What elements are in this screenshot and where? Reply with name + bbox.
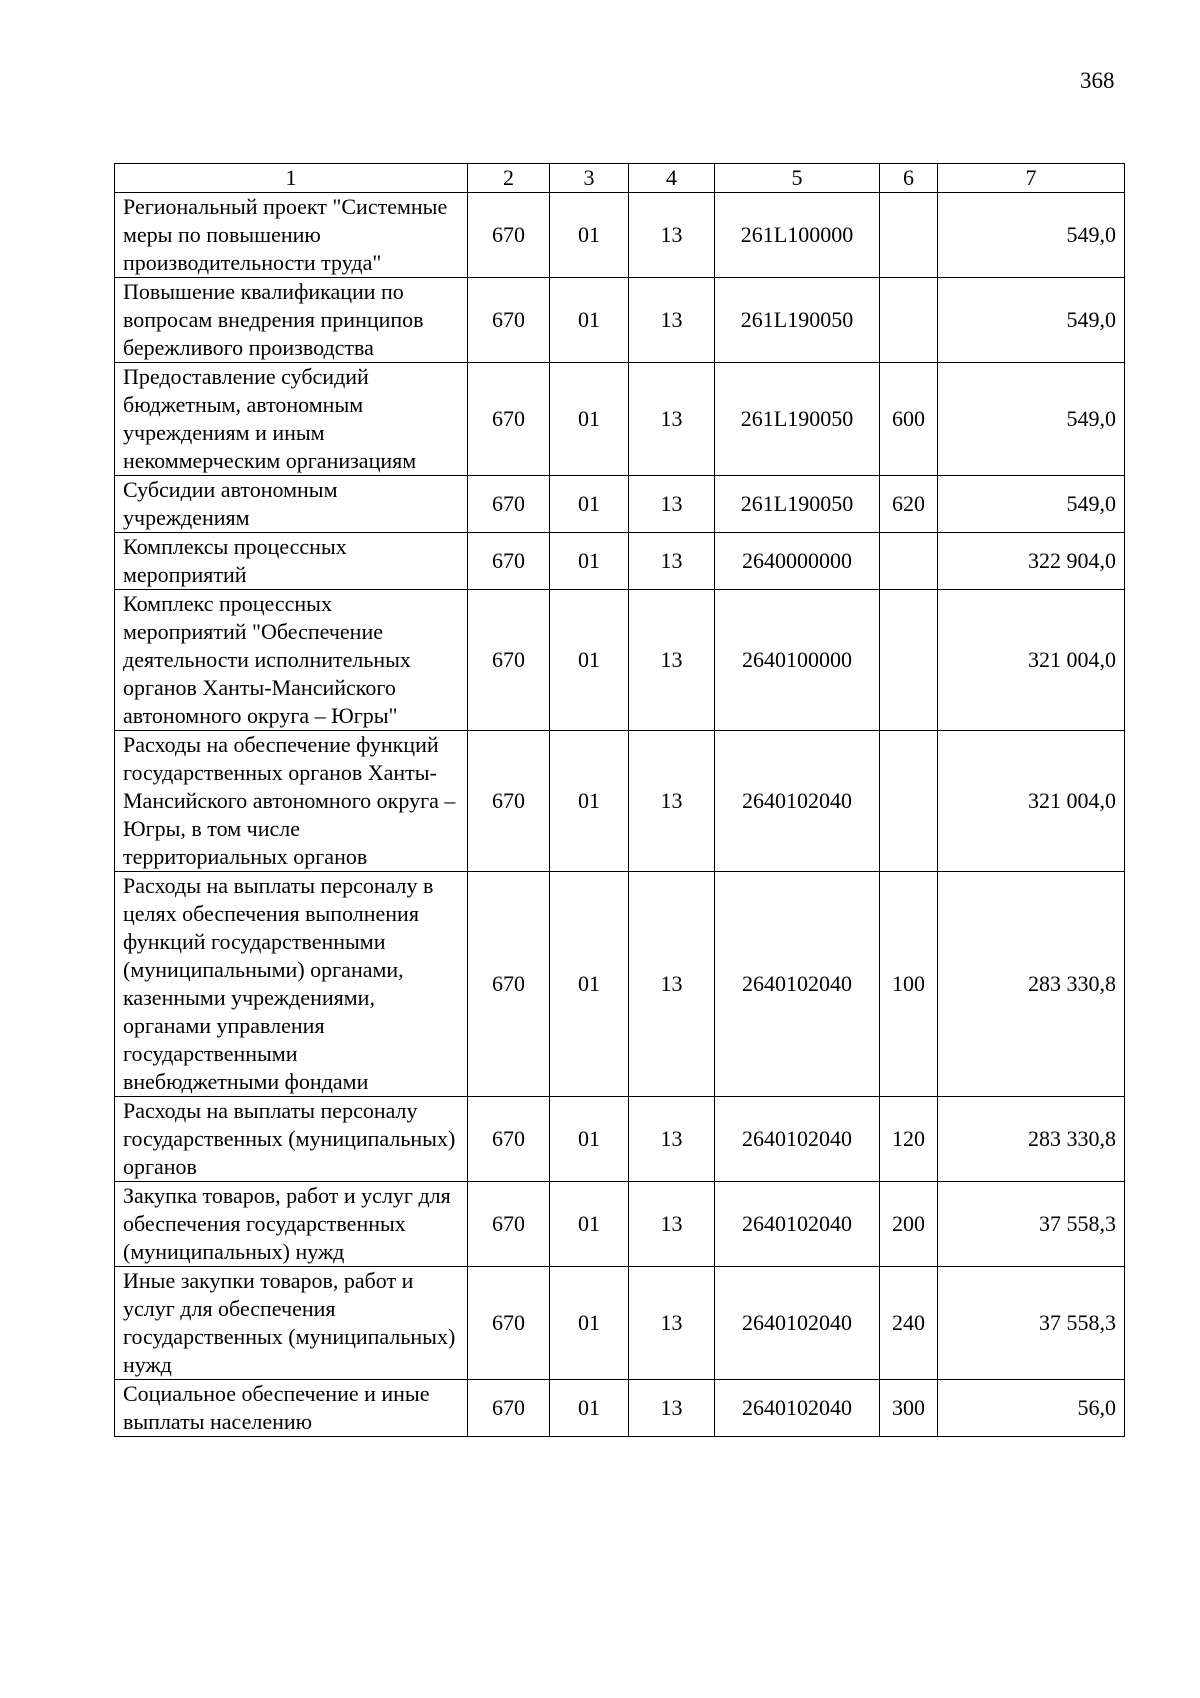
expense-type-cell: 120 xyxy=(880,1097,938,1182)
subsection-cell: 13 xyxy=(629,872,715,1097)
header-cell-2: 2 xyxy=(468,164,550,193)
header-cell-3: 3 xyxy=(550,164,629,193)
section-cell: 01 xyxy=(550,278,629,363)
row-name-cell: Социальное обеспечение и иные выплаты населению xyxy=(115,1380,468,1437)
table-row xyxy=(115,476,1125,533)
expense-type-cell: 240 xyxy=(880,1267,938,1380)
code-cell: 670 xyxy=(468,278,550,363)
expense-type-cell: 200 xyxy=(880,1182,938,1267)
section-cell: 01 xyxy=(550,193,629,278)
table-row xyxy=(115,363,1125,476)
table-header xyxy=(115,164,1125,193)
target-article-cell: 2640102040 xyxy=(715,1267,880,1380)
section-cell: 01 xyxy=(550,731,629,872)
table-row xyxy=(115,193,1125,278)
page-number: 368 xyxy=(1080,68,1115,93)
code-cell: 670 xyxy=(468,1267,550,1380)
row-name-cell: Иные закупки товаров, работ и услуг для обеспечения государственных (муниципальных) нужд xyxy=(115,1267,468,1380)
code-cell: 670 xyxy=(468,731,550,872)
amount-cell: 549,0 xyxy=(938,363,1125,476)
target-article-cell: 261L190050 xyxy=(715,278,880,363)
expense-type-cell xyxy=(880,193,938,278)
subsection-cell: 13 xyxy=(629,731,715,872)
row-name-cell: Повышение квалификации по вопросам внедрения принципов бережливого производства xyxy=(115,278,468,363)
amount-cell: 549,0 xyxy=(938,193,1125,278)
table-row xyxy=(115,1182,1125,1267)
target-article-cell: 2640102040 xyxy=(715,1380,880,1437)
amount-cell: 37 558,3 xyxy=(938,1267,1125,1380)
header-cell-7: 7 xyxy=(938,164,1125,193)
code-cell: 670 xyxy=(468,363,550,476)
row-name-cell: Региональный проект "Системные меры по повышению производительности труда" xyxy=(115,193,468,278)
subsection-cell: 13 xyxy=(629,476,715,533)
subsection-cell: 13 xyxy=(629,533,715,590)
code-cell: 670 xyxy=(468,533,550,590)
amount-cell: 283 330,8 xyxy=(938,1097,1125,1182)
table-row xyxy=(115,1380,1125,1437)
subsection-cell: 13 xyxy=(629,1267,715,1380)
target-article-cell: 2640102040 xyxy=(715,731,880,872)
row-name-cell: Комплексы процессных мероприятий xyxy=(115,533,468,590)
row-name-cell: Расходы на обеспечение функций государственных органов Ханты-Мансийского автономного округа – Югры, в том числе территориальных органов xyxy=(115,731,468,872)
expense-type-cell: 300 xyxy=(880,1380,938,1437)
section-cell: 01 xyxy=(550,533,629,590)
subsection-cell: 13 xyxy=(629,1097,715,1182)
row-name-cell: Расходы на выплаты персоналу государственных (муниципальных) органов xyxy=(115,1097,468,1182)
amount-cell: 37 558,3 xyxy=(938,1182,1125,1267)
code-cell: 670 xyxy=(468,193,550,278)
section-cell: 01 xyxy=(550,1182,629,1267)
subsection-cell: 13 xyxy=(629,278,715,363)
target-article-cell: 2640102040 xyxy=(715,1097,880,1182)
section-cell: 01 xyxy=(550,476,629,533)
table-row xyxy=(115,533,1125,590)
amount-cell: 549,0 xyxy=(938,476,1125,533)
row-name-cell: Предоставление субсидий бюджетным, автономным учреждениям и иным некоммерческим организациям xyxy=(115,363,468,476)
section-cell: 01 xyxy=(550,1267,629,1380)
amount-cell: 321 004,0 xyxy=(938,731,1125,872)
code-cell: 670 xyxy=(468,590,550,731)
row-name-cell: Субсидии автономным учреждениям xyxy=(115,476,468,533)
subsection-cell: 13 xyxy=(629,193,715,278)
amount-cell: 549,0 xyxy=(938,278,1125,363)
row-name-cell: Закупка товаров, работ и услуг для обеспечения государственных (муниципальных) нужд xyxy=(115,1182,468,1267)
expense-type-cell xyxy=(880,278,938,363)
section-cell: 01 xyxy=(550,1097,629,1182)
table-row xyxy=(115,731,1125,872)
expense-type-cell xyxy=(880,590,938,731)
row-name-cell: Расходы на выплаты персоналу в целях обеспечения выполнения функций государственными (муниципальными) органами, казенными учреждениями, органами управления государственными внебюджетными фондами xyxy=(115,872,468,1097)
table-row xyxy=(115,1267,1125,1380)
code-cell: 670 xyxy=(468,1097,550,1182)
section-cell: 01 xyxy=(550,590,629,731)
section-cell: 01 xyxy=(550,363,629,476)
section-cell: 01 xyxy=(550,1380,629,1437)
amount-cell: 56,0 xyxy=(938,1380,1125,1437)
header-cell-5: 5 xyxy=(715,164,880,193)
table-row xyxy=(115,1097,1125,1182)
expense-type-cell: 600 xyxy=(880,363,938,476)
target-article-cell: 2640102040 xyxy=(715,872,880,1097)
subsection-cell: 13 xyxy=(629,363,715,476)
code-cell: 670 xyxy=(468,476,550,533)
expense-type-cell xyxy=(880,533,938,590)
table-row xyxy=(115,872,1125,1097)
amount-cell: 321 004,0 xyxy=(938,590,1125,731)
expense-type-cell: 100 xyxy=(880,872,938,1097)
target-article-cell: 261L190050 xyxy=(715,476,880,533)
target-article-cell: 2640102040 xyxy=(715,1182,880,1267)
code-cell: 670 xyxy=(468,872,550,1097)
header-row xyxy=(115,164,1125,193)
target-article-cell: 2640100000 xyxy=(715,590,880,731)
table-row xyxy=(115,278,1125,363)
header-cell-4: 4 xyxy=(629,164,715,193)
budget-table xyxy=(114,163,1125,1437)
subsection-cell: 13 xyxy=(629,1380,715,1437)
header-cell-6: 6 xyxy=(880,164,938,193)
subsection-cell: 13 xyxy=(629,1182,715,1267)
subsection-cell: 13 xyxy=(629,590,715,731)
code-cell: 670 xyxy=(468,1182,550,1267)
row-name-cell: Комплекс процессных мероприятий "Обеспечение деятельности исполнительных органов Ханты-Мансийского автономного округа – Югры" xyxy=(115,590,468,731)
expense-type-cell xyxy=(880,731,938,872)
table-row xyxy=(115,590,1125,731)
target-article-cell: 261L100000 xyxy=(715,193,880,278)
header-cell-1: 1 xyxy=(115,164,468,193)
section-cell: 01 xyxy=(550,872,629,1097)
expense-type-cell: 620 xyxy=(880,476,938,533)
amount-cell: 283 330,8 xyxy=(938,872,1125,1097)
code-cell: 670 xyxy=(468,1380,550,1437)
target-article-cell: 261L190050 xyxy=(715,363,880,476)
table-body xyxy=(115,193,1125,1437)
target-article-cell: 2640000000 xyxy=(715,533,880,590)
amount-cell: 322 904,0 xyxy=(938,533,1125,590)
